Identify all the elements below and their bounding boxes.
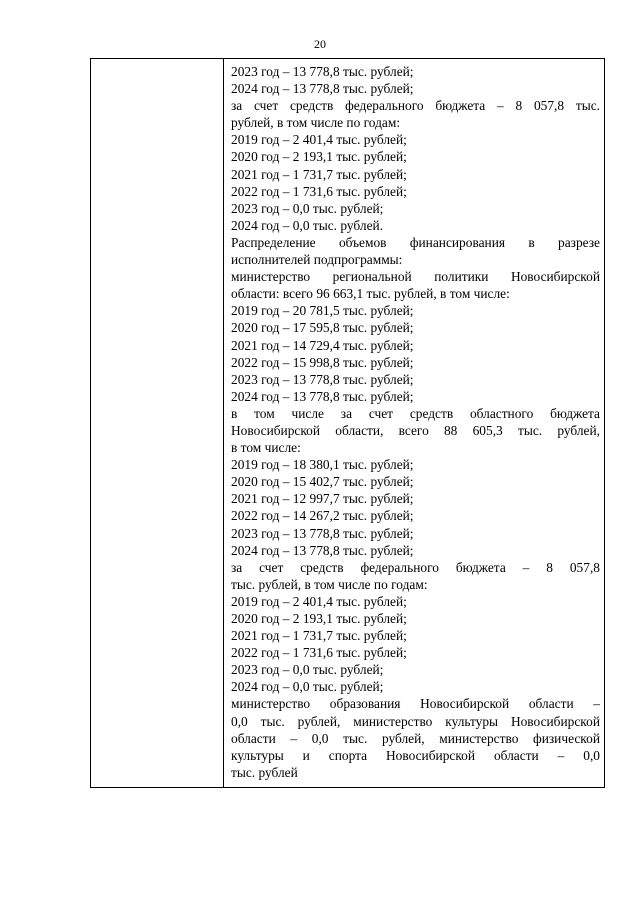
table-cell-right bbox=[224, 59, 605, 788]
cell-content bbox=[224, 59, 604, 781]
text-line: 2024 год – 13 778,8 тыс. рублей; bbox=[231, 542, 414, 558]
text-line: культуры и спорта Новосибирской области – 0,0 bbox=[231, 747, 600, 763]
text-line: 2023 год – 13 778,8 тыс. рублей; bbox=[231, 525, 414, 541]
text-line: в том числе: bbox=[231, 440, 301, 456]
text-line: области – 0,0 тыс. рублей, министерство физической bbox=[231, 730, 600, 746]
text-line: 2020 год – 17 595,8 тыс. рублей; bbox=[231, 320, 414, 336]
text-line: 2020 год – 2 193,1 тыс. рублей; bbox=[231, 611, 407, 626]
text-line: 2019 год – 2 401,4 тыс. рублей; bbox=[231, 132, 407, 148]
document-table bbox=[90, 58, 605, 788]
text-line: 2021 год – 1 731,7 тыс. рублей; bbox=[231, 628, 407, 644]
text-line: 2024 год – 0,0 тыс. рублей. bbox=[231, 217, 384, 233]
text-line: за счет средств федерального бюджета – 8 057,8 тыс. bbox=[231, 98, 600, 114]
text-line: за счет средств федерального бюджета – 8 057,8 bbox=[231, 559, 600, 575]
text-line: 2021 год – 14 729,4 тыс. рублей; bbox=[231, 337, 414, 353]
text-line: 2023 год – 0,0 тыс. рублей; bbox=[231, 200, 384, 216]
text-line: 2024 год – 0,0 тыс. рублей; bbox=[231, 679, 384, 695]
text-line: 0,0 тыс. рублей, министерство культуры Новосибирской bbox=[231, 713, 600, 729]
text-line: 2022 год – 1 731,6 тыс. рублей; bbox=[231, 645, 407, 661]
text-line: 2019 год – 2 401,4 тыс. рублей; bbox=[231, 593, 407, 609]
text-line: 2023 год – 13 778,8 тыс. рублей; bbox=[231, 371, 414, 387]
table-row bbox=[91, 59, 605, 788]
text-line: тыс. рублей bbox=[231, 764, 298, 780]
text-line: тыс. рублей, в том числе по годам: bbox=[231, 576, 428, 592]
text-line: 2019 год – 20 781,5 тыс. рублей; bbox=[231, 303, 414, 319]
page-number: 20 bbox=[314, 37, 326, 51]
text-line: 2020 год – 15 402,7 тыс. рублей; bbox=[231, 474, 414, 490]
text-line: 2022 год – 15 998,8 тыс. рублей; bbox=[231, 354, 414, 370]
text-line: 2024 год – 13 778,8 тыс. рублей; bbox=[231, 81, 414, 97]
table-cell-left bbox=[91, 59, 224, 788]
text-line: области: всего 96 663,1 тыс. рублей, в том числе: bbox=[231, 286, 510, 302]
text-line: 2023 год – 0,0 тыс. рублей; bbox=[231, 662, 384, 678]
text-line: 2019 год – 18 380,1 тыс. рублей; bbox=[231, 457, 414, 473]
text-line: исполнителей подпрограммы: bbox=[231, 252, 403, 268]
text-line: Новосибирской области, всего 88 605,3 тыс. рублей, bbox=[231, 422, 600, 438]
text-line: министерство образования Новосибирской области – bbox=[231, 696, 600, 712]
text-line: 2020 год – 2 193,1 тыс. рублей; bbox=[231, 149, 407, 165]
text-line: 2021 год – 1 731,7 тыс. рублей; bbox=[231, 166, 407, 182]
text-line: рублей, в том числе по годам: bbox=[231, 115, 401, 131]
text-line: 2022 год – 14 267,2 тыс. рублей; bbox=[231, 508, 414, 524]
text-line: 2022 год – 1 731,6 тыс. рублей; bbox=[231, 183, 407, 199]
text-line: в том числе за счет средств областного бюджета bbox=[231, 405, 600, 421]
text-line: 2024 год – 13 778,8 тыс. рублей; bbox=[231, 388, 414, 404]
text-line: 2021 год – 12 997,7 тыс. рублей; bbox=[231, 491, 414, 507]
text-line: Распределение объемов финансирования в разрезе bbox=[231, 234, 600, 250]
text-line: 2023 год – 13 778,8 тыс. рублей; bbox=[231, 64, 414, 79]
text-line: министерство региональной политики Новосибирской bbox=[231, 269, 600, 285]
